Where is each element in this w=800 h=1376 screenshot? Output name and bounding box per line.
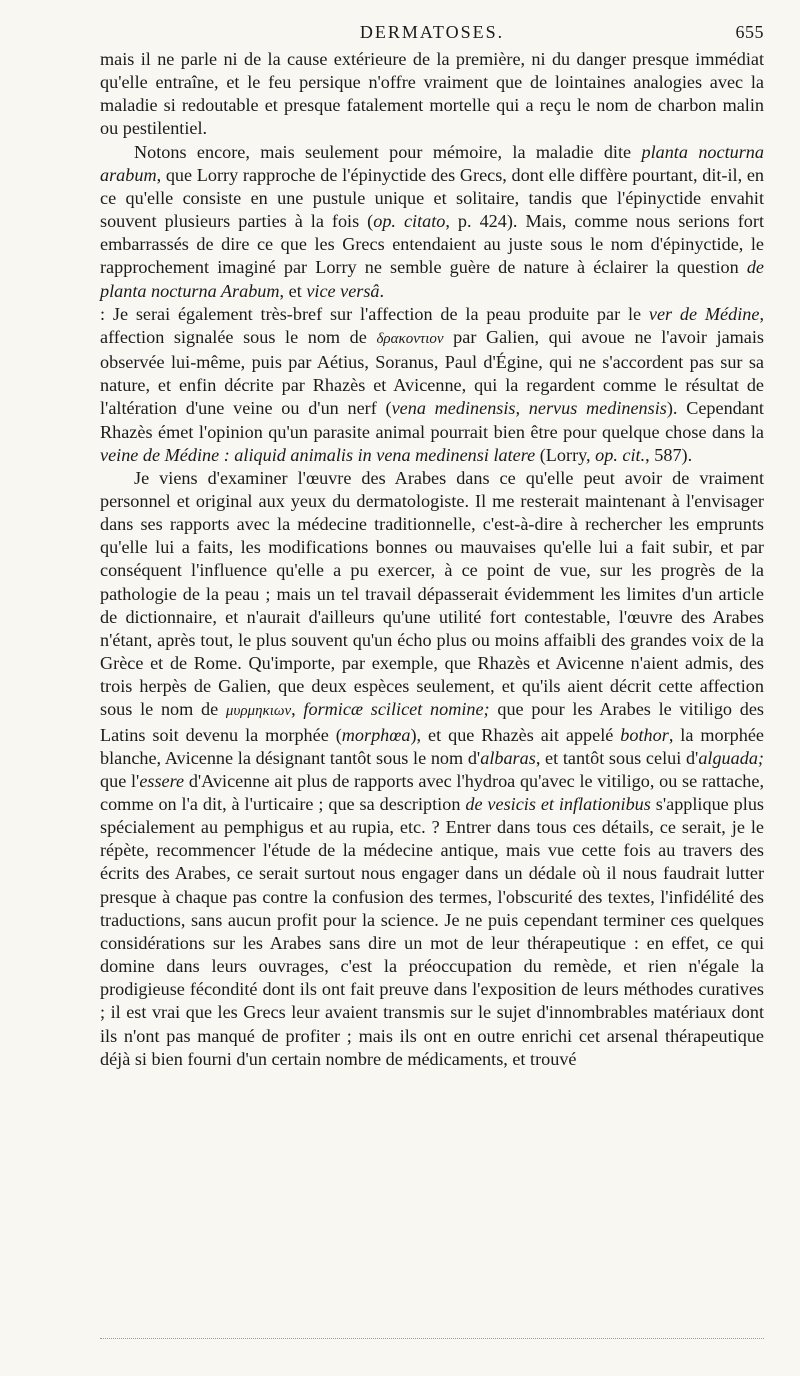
text-run: .	[379, 280, 385, 301]
text-run: Je viens d'examiner l'œuvre des Arabes dans ce qu'elle peut avoir de vraiment personnel et original aux yeux du dermatologiste. Il me resterait maintenant à l'envisager dans ses rapports avec la médecine traditionnelle, c'est-à-dire à rechercher les emprunts qu'elle lui a faits, les modifications bonnes ou mauvaises qu'elle lui a fait subir, et par conséquent l'influence qu'elle a pu exercer, à ce point de vue, sur les progrès de la pathologie de la peau ; mais un tel travail dépasserait évidemment les limites d'un article de dictionnaire, et n'aurait d'ailleurs qu'une utilité fort contestable, l'œuvre des Arabes n'étant, après tout, le plus souvent qu'un écho plus ou moins affaibli des grandes voix de la Grèce et de Rome. Qu'importe, par exemple, que Rhazès et Avicenne n'aient admis, des trois herpès de Galien, que deux espèces seulement, et qu'ils aient décrit cette affection sous le nom de	[100, 467, 764, 720]
text-run: Je serai également très-bref sur l'affection de la peau produite par le	[105, 303, 649, 324]
paragraph-4	[100, 467, 764, 1071]
paragraph-3	[100, 303, 764, 467]
text-run: par Galien, qui avoue ne l'avoir jamais observée lui-même, puis par Aétius, Soranus, Paul d'Égine, qui ne s'accordent pas sur sa nature, et enfin décrite par Rhazès et Avicenne, qui la regardent comme le résultat de l'altération d'une veine ou d'un nerf (	[100, 326, 765, 419]
italic-run: alguada;	[698, 747, 764, 768]
italic-run: formicæ scilicet nomine;	[303, 699, 490, 720]
footer-rule	[100, 1338, 764, 1339]
text-run: , et tantôt sous celui d'	[535, 747, 699, 768]
italic-run: op. cit.	[595, 444, 646, 465]
text-run: que pour les Arabes le vitiligo des Latins soit devenu la morphée (	[100, 699, 764, 745]
italic-run: essere	[139, 770, 185, 791]
running-title: DERMATOSES.	[359, 22, 505, 42]
paragraph-1: mais il ne parle ni de la cause extérieure de la première, ni du danger presque immédiat qu'elle entraîne, et le feu persique n'offre vraiment que de lointaines analogies avec la maladie si redoutable et presque fatalement mortelle qui a reçu le nom de charbon malin ou pestilentiel.	[100, 49, 764, 139]
text-run: , 587).	[645, 444, 693, 465]
italic-run: vena medinensis, nervus medinensis	[391, 398, 667, 419]
text-run: , affection signalée sous le nom de	[100, 303, 764, 347]
text-run: , la morphée blanche, Avicenne la désignant tantôt sous le nom d'	[100, 724, 764, 768]
italic-run: veine de Médine : aliquid animalis in vena medinensi latere	[100, 444, 536, 465]
text-run: , que Lorry rapproche de l'épinyctide des Grecs, dont elle diffère pourtant, dit-il, en ce qu'elle consiste en une pustule unique et solitaire, tandis que l'épinyctide envahit souvent plusieurs parties à la fois (	[100, 164, 764, 232]
text-run: s'applique plus spécialement au pemphigus et au rupia, etc. ? Entrer dans tous ces détails, ce serait, je le répète, recommencer l'étude de la médecine antique, mais vue cette fois au travers des écrits des Arabes, ce serait surtout nous engager dans un dédale où il nous faudrait lutter presque à chaque pas contre la confusion des termes, l'obscurité des textes, l'infidélité des traductions, sans aucun profit pour la science. Je ne puis cependant terminer ces quelques considérations sur les Arabes sans dire un mot de leur thérapeutique : en effet, ce qui domine dans leurs ouvrages, c'est la préoccupation du remède, et rien n'égale la prodigieuse fécondité dont ils ont fait preuve dans l'exposition de leurs méthodes curatives ; il est vrai que les Grecs leur avaient transmis sur le sujet d'innombrables matériaux dont ils n'ont pas manqué de profiter ; mais ils ont en outre enrichi cet arsenal thérapeutique déjà si bien fourni d'un certain nombre de médicaments, et trouvé	[100, 794, 764, 1069]
text-run: d'Avicenne ait plus de rapports avec l'hydroa qu'avec le vitiligo, ou se rattache, comme on l'a dit, à l'urticaire ; que sa description	[100, 770, 764, 814]
italic-run: ver de Médine	[648, 303, 760, 324]
italic-run: morphœa	[341, 724, 411, 745]
italic-run: bothor	[620, 724, 669, 745]
italic-run: de planta nocturna Arabum	[100, 257, 764, 301]
greek-term: μυρμηκιων	[225, 703, 292, 720]
text-run: Notons encore, mais seulement pour mémoire, la maladie dite	[134, 141, 642, 162]
page-number: 655	[735, 22, 764, 42]
italic-run: op. citato	[373, 211, 446, 232]
text-run: ,	[291, 699, 304, 720]
text-run: ), et que Rhazès ait appelé	[410, 724, 621, 745]
margin-mark: :	[100, 303, 106, 324]
italic-run: planta nocturna arabum	[100, 141, 764, 185]
italic-run: albaras	[480, 747, 536, 768]
text-run: ). Cependant Rhazès émet l'opinion qu'un parasite animal pourrait bien être pour quelque chose dans la	[100, 398, 764, 442]
text-run: , et	[279, 280, 307, 301]
italic-run: vice versâ	[306, 280, 380, 301]
paragraph-2	[100, 141, 764, 303]
text-run: , p. 424). Mais, comme nous serions fort embarrassés de dire ce que les Grecs entendaient au juste sous le nom d'épinyctide, le rapprochement imaginé par Lorry ne semble guère de nature à éclairer la question	[100, 211, 765, 278]
body-text	[100, 48, 764, 1071]
running-header	[100, 22, 764, 48]
italic-run: de vesicis et inflationibus	[465, 794, 651, 814]
greek-term: δρακοντιον	[376, 330, 444, 347]
text-run: que l'	[100, 770, 140, 791]
text-run: (Lorry,	[535, 444, 596, 465]
